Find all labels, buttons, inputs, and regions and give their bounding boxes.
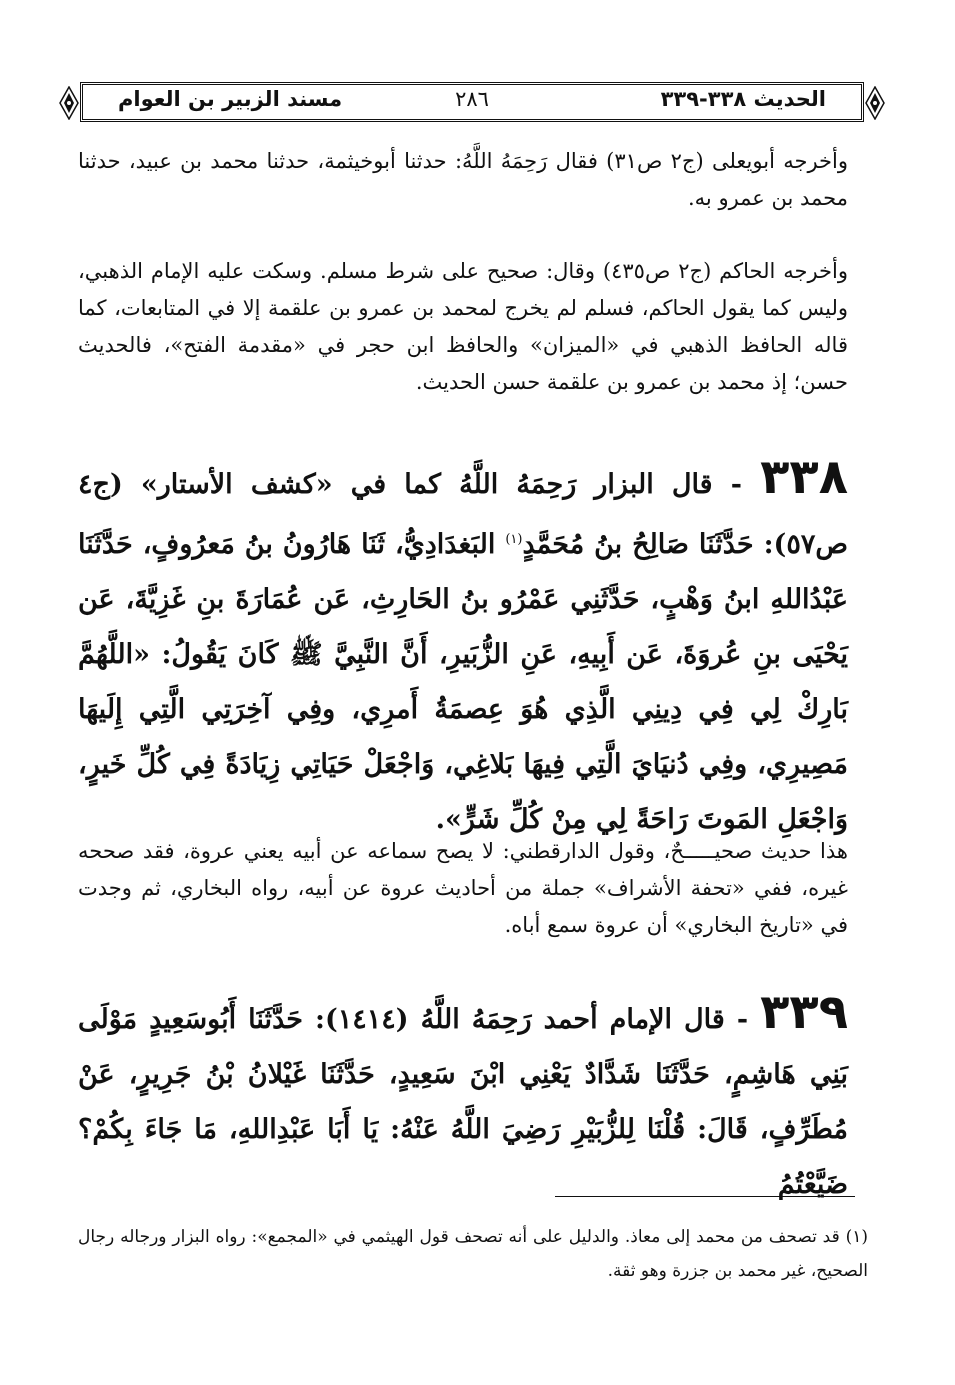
paragraph-grading: هذا حديث صحيـــــحٌ، وقول الدارقطني: لا يصح سماعه عن أبيه يعني عروة، فقد صححه غيره، ففي «تحفة الأشراف» جملة من أحاديث عروة عن أبيه، رواه البخاري، ثم وجدت في «تاريخ البخاري» أن عروة سمع أباه. [78,839,848,937]
hadith-number: ٣٣٩ [760,984,848,1040]
hadith-text: حَدَّثَنَا صَالِحُ بنُ مُحَمَّدٍ [522,529,754,560]
paragraph-abu-yala: وأخرجه أبويعلى (ج٢ ص٣١) فقال رَحِمَهُ اللَّهُ: حدثنا أبوخيثمة، حدثنا محمد بن عبيد، حدثنا محمد بن عمرو به. [78,149,848,210]
page-number: ٢٨٦ [455,87,489,111]
ornament-left-icon [58,86,80,120]
footnote: (١) قد تصحف من محمد إلى معاذ. والدليل على أنه تصحف قول الهيثمي في «المجمع»: رواه البزار ورجاله رجال الصحيح، غير محمد بن جزرة وهو ثقة. [78,1227,868,1281]
hadith-number: ٣٣٨ [760,449,848,505]
paragraph-hakim: وأخرجه الحاكم (ج٢ ص٤٣٥) وقال: صحيح على شرط مسلم. وسكت عليه الإمام الذهبي، وليس كما يقول الحاكم، فسلم لم يخرج لمحمد بن عمرو بن علقمة إلا في المتابعات، كما قاله الحافظ الذهبي في «الميزان» والحافظ ابن حجر في «مقدمة الفتح»، فالحديث حسن؛ إذ محمد بن عمرو بن علقمة حسن الحديث. [78,259,849,394]
footnote-divider [555,1196,855,1197]
hadith-text-continued: البَغدَادِيُّ، ثَنَا هَارُونُ بنُ مَعرُوفٍ، حَدَّثَنَا عَبْدُاللهِ ابنُ وَهْبٍ، حَدَّثَنِي عَمْرُو بنُ الحَارِثِ، عَن عُمَارَةَ بنِ غَزِيَّةَ، عَن يَحْيَى بنِ عُروَةَ، عَن أَبِيهِ، عَنِ الزُّبَيرِ، أَنَّ النَّبِيَّ ﷺ كَانَ يَقُولُ: «اللَّهُمَّ بَارِكْ لِي فِي دِينِي الَّذِي هُوَ عِصمَةُ أَمرِي، وفِي آخِرَتِي الَّتِي إِلَيهَا مَصِيرِي، وفِي دُنيَايَ الَّتِي فِيهَا بَلاغِي، وَاجْعَلْ حَيَاتِي زِيَادَةً فِي كُلِّ خَيرٍ، وَاجْعَلِ المَوتَ رَاحَةً لِي مِنْ كُلِّ شَرٍّ». [78,529,848,835]
hadith-range: الحديث ٣٣٨-٣٣٩ [660,87,826,111]
book-section-title: مسند الزبير بن العوام [118,87,343,111]
hadith-339 [78,985,848,1212]
hadith-intro: - قال البزار رَحِمَهُ اللَّهُ كما في «كشف الأستار» (ج٤ ص٥٧): [78,469,848,560]
footnote-marker: (١) [505,532,523,547]
hadith-text: حَدَّثَنَا أَبُوسَعِيدٍ مَوْلَى بَنِي هَاشِمٍ، حَدَّثَنَا شَدَّادٌ يَعْنِي ابْنَ سَعِيدٍ، حَدَّثَنَا غَيْلانُ بْنُ جَرِيرٍ، عَنْ مُطَرِّفٍ، قَالَ: قُلْنَا لِلزُّبَيْرِ رَضِيَ اللَّهُ عَنْهُ: يَا أَبَا عَبْدِاللهِ، مَا جَاءَ بِكُمْ؟ ضَيَّعْتُمُ [78,1004,848,1200]
hadith-338 [78,450,848,847]
page-header [58,78,886,126]
ornament-right-icon [864,86,886,120]
hadith-intro: - قال الإمام أحمد رَحِمَهُ اللَّهُ (١٤١٤): [315,1004,749,1035]
